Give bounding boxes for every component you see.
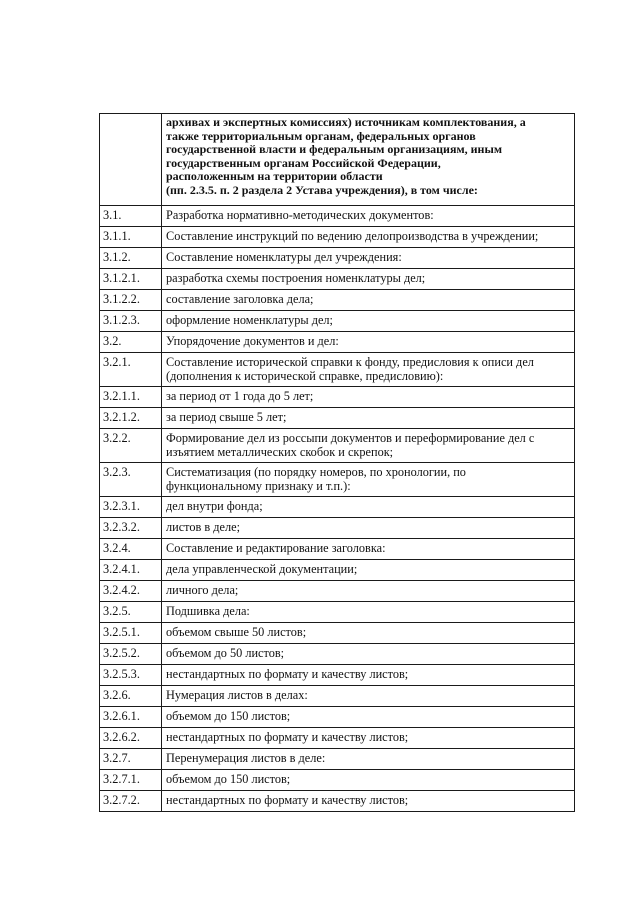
item-description (162, 206, 575, 227)
description-line: Нумерация листов в делах: (166, 688, 308, 702)
item-description (162, 332, 575, 353)
item-number: 3.2.6.2. (100, 728, 162, 749)
item-number: 3.2.1.1. (100, 387, 162, 408)
table-row (100, 353, 575, 387)
description-line: изъятием металлических скобок и скрепок; (166, 445, 394, 459)
table-row (100, 749, 575, 770)
item-description (162, 749, 575, 770)
description-line: Систематизация (по порядку номеров, по хронологии, по (166, 465, 466, 479)
item-number: 3.1.1. (100, 227, 162, 248)
table-row (100, 227, 575, 248)
header-line: государственным органам Российской Федерации, (166, 155, 441, 170)
table-row (100, 539, 575, 560)
description-line: Перенумерация листов в деле: (166, 751, 326, 765)
item-number: 3.1.2.2. (100, 290, 162, 311)
item-description (162, 770, 575, 791)
table-row (100, 408, 575, 429)
header-line: архивах и экспертных комиссиях) источникам комплектования, а (166, 115, 526, 129)
item-number: 3.2.4.2. (100, 581, 162, 602)
table-row (100, 728, 575, 749)
table-row (100, 290, 575, 311)
table-row (100, 497, 575, 518)
table-row (100, 248, 575, 269)
description-line: Подшивка дела: (166, 604, 250, 618)
table-row (100, 560, 575, 581)
header-line: также территориальным органам, федеральных органов (166, 128, 476, 143)
item-description (162, 497, 575, 518)
item-number: 3.1.2.3. (100, 311, 162, 332)
description-line: объемом до 150 листов; (166, 772, 291, 786)
item-number: 3.2.6.1. (100, 707, 162, 728)
table-row (100, 518, 575, 539)
item-number: 3.2.3. (100, 463, 162, 497)
table-row (100, 387, 575, 408)
item-description (162, 353, 575, 387)
table-row (100, 332, 575, 353)
item-description (162, 518, 575, 539)
header-number-cell (100, 114, 162, 206)
item-description (162, 539, 575, 560)
item-number: 3.2. (100, 332, 162, 353)
header-line: (пп. 2.3.5. п. 2 раздела 2 Устава учреждения), в том числе: (166, 182, 478, 197)
item-number: 3.2.7. (100, 749, 162, 770)
description-line: нестандартных по формату и качеству листов; (166, 793, 409, 807)
table-row (100, 206, 575, 227)
item-number: 3.2.5.2. (100, 644, 162, 665)
item-number: 3.2.6. (100, 686, 162, 707)
description-line: дел внутри фонда; (166, 499, 263, 513)
table-body (100, 114, 575, 812)
item-description (162, 429, 575, 463)
description-line: объемом свыше 50 листов; (166, 625, 307, 639)
item-description (162, 686, 575, 707)
item-number: 3.2.5.1. (100, 623, 162, 644)
item-description (162, 269, 575, 290)
header-row (100, 114, 575, 206)
item-description (162, 311, 575, 332)
document-table (99, 113, 575, 812)
description-line: Составление и редактирование заголовка: (166, 541, 386, 555)
item-description (162, 248, 575, 269)
description-line: оформление номенклатуры дел; (166, 313, 333, 327)
table-row (100, 311, 575, 332)
item-description (162, 227, 575, 248)
item-number: 3.2.5.3. (100, 665, 162, 686)
description-line: составление заголовка дела; (166, 292, 314, 306)
item-description (162, 644, 575, 665)
item-description (162, 387, 575, 408)
table-row (100, 463, 575, 497)
item-number: 3.2.3.1. (100, 497, 162, 518)
item-number: 3.2.2. (100, 429, 162, 463)
item-number: 3.1. (100, 206, 162, 227)
table-row (100, 429, 575, 463)
header-line: государственной власти и федеральным организациям, иным (166, 142, 502, 156)
item-number: 3.2.7.1. (100, 770, 162, 791)
item-number: 3.2.1.2. (100, 408, 162, 429)
table-row (100, 791, 575, 812)
table-row (100, 581, 575, 602)
description-line: за период от 1 года до 5 лет; (166, 389, 314, 403)
description-line: личного дела; (166, 583, 239, 597)
item-description (162, 560, 575, 581)
description-line: функциональному признаку и т.п.): (166, 479, 351, 493)
item-number: 3.2.3.2. (100, 518, 162, 539)
table-row (100, 623, 575, 644)
description-line: Упорядочение документов и дел: (166, 334, 339, 348)
item-description (162, 408, 575, 429)
item-description (162, 290, 575, 311)
description-line: Составление исторической справки к фонду, предисловия к описи дел (166, 355, 534, 369)
description-line: объемом до 50 листов; (166, 646, 285, 660)
table-row (100, 269, 575, 290)
table-row (100, 644, 575, 665)
item-description (162, 707, 575, 728)
description-line: нестандартных по формату и качеству листов; (166, 730, 409, 744)
item-description (162, 728, 575, 749)
item-description (162, 602, 575, 623)
description-line: (дополнения к исторической справке, предисловию): (166, 369, 444, 383)
item-description (162, 665, 575, 686)
description-line: Составление инструкций по ведению делопроизводства в учреждении; (166, 229, 539, 243)
item-number: 3.2.5. (100, 602, 162, 623)
item-number: 3.2.1. (100, 353, 162, 387)
description-line: Составление номенклатуры дел учреждения: (166, 250, 402, 264)
header-text-cell (162, 114, 575, 206)
table-row (100, 602, 575, 623)
table-row (100, 707, 575, 728)
description-line: дела управленческой документации; (166, 562, 358, 576)
description-line: за период свыше 5 лет; (166, 410, 287, 424)
table-row (100, 770, 575, 791)
item-description (162, 791, 575, 812)
item-number: 3.2.4. (100, 539, 162, 560)
item-number: 3.2.4.1. (100, 560, 162, 581)
item-number: 3.1.2.1. (100, 269, 162, 290)
item-description (162, 623, 575, 644)
table-row (100, 686, 575, 707)
item-number: 3.2.7.2. (100, 791, 162, 812)
description-line: Формирование дел из россыпи документов и переформирование дел с (166, 431, 535, 445)
item-number: 3.1.2. (100, 248, 162, 269)
table-row (100, 665, 575, 686)
item-description (162, 581, 575, 602)
description-line: нестандартных по формату и качеству листов; (166, 667, 409, 681)
header-line: расположенным на территории области (166, 169, 383, 183)
description-line: разработка схемы построения номенклатуры дел; (166, 271, 426, 285)
item-description (162, 463, 575, 497)
description-line: листов в деле; (166, 520, 241, 534)
description-line: Разработка нормативно-методических документов: (166, 208, 434, 222)
description-line: объемом до 150 листов; (166, 709, 291, 723)
